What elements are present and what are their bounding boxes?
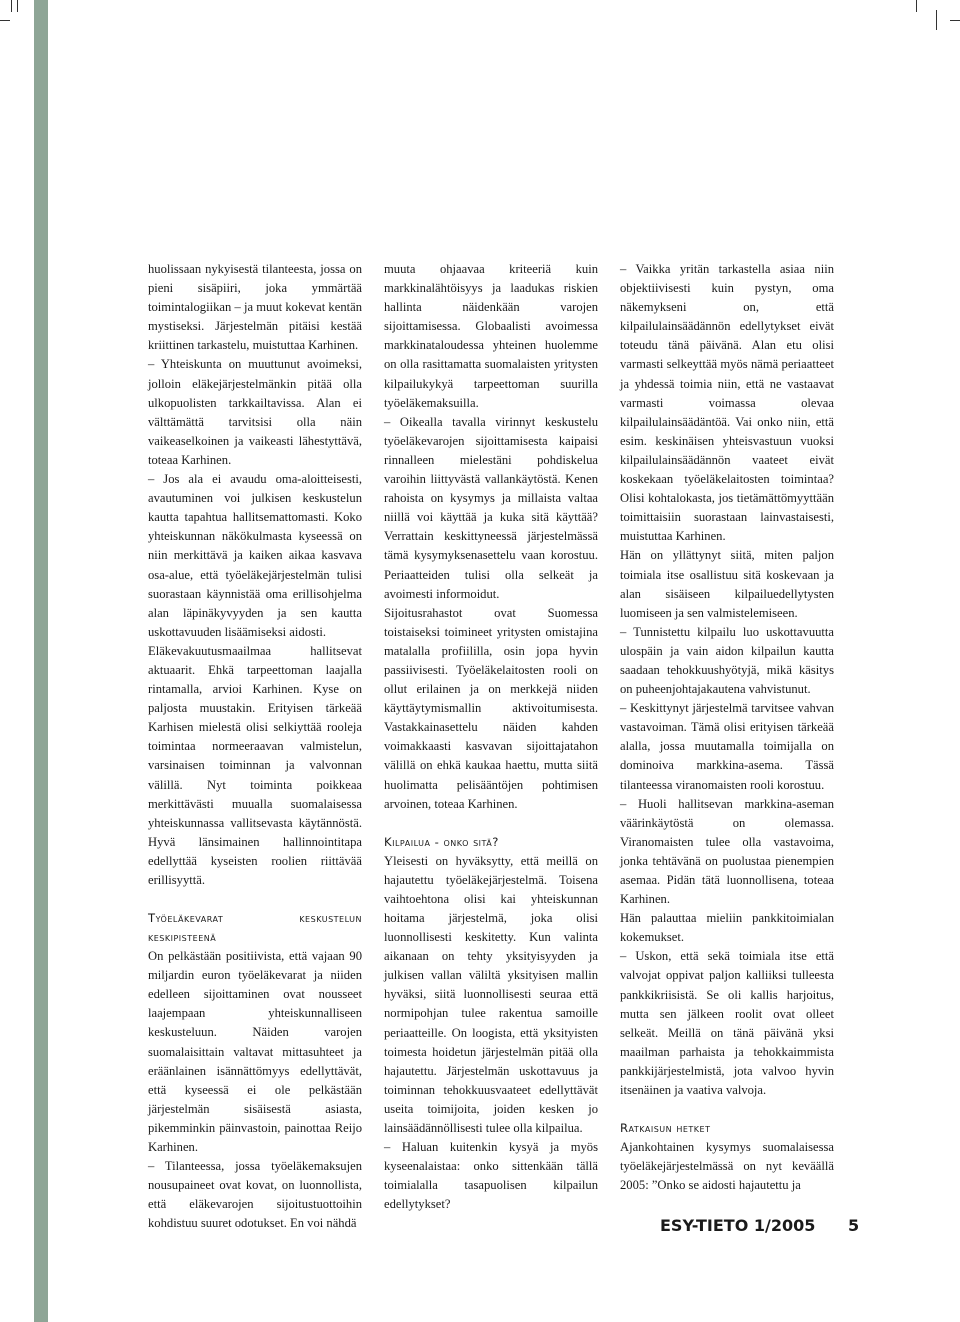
crop-mark	[11, 0, 12, 12]
crop-mark	[17, 0, 18, 12]
paragraph: – Huoli hallitsevan markkina-aseman väärinkäytöstä on olemassa. Viranomaisten tulee olla vastavoima, jonka tehtävänä on puolustaa pienempien asemaa. Pidän tätä luonnollisena, toteaa Karhinen.	[620, 796, 834, 907]
page-number: 5	[848, 1216, 860, 1235]
crop-mark	[950, 20, 960, 21]
paragraph: – Vaikka yritän tarkastella asiaa niin objektiivisesti kuin pystyn, oma näkemykseni on, että kilpailulainsäädännön edellytykset eivät toteudu tänä päivänä. Alan etu olisi varmasti selkeyttää myös nämä periaatteet ja yhdessä toimia niin, että ne vastaavat varmasti voimassa olevaa kilpailulainsäädäntöä. Vai onko niin, että esim. keskinäisen yhteisvastuun vuoksi kilpailulainsäädännön vaateet eivät koskekaan työeläkelaitosten toimintaa? Olisi kohtalokasta, jos tietämättömyyttään toimittaisiin suorastaan lainvastaisesti, muistuttaa Karhinen.	[620, 262, 834, 544]
paragraph: – Keskittynyt järjestelmä tarvitsee vahvan vastavoiman. Tämä olisi erityisen tärkeää alalla, jossa muutamalla toimijalla on dominoiva markkina-asema. Tässä tilanteessa viranomaisten rooli korostuu.	[620, 701, 834, 792]
paragraph: Eläkevakuutusmaailmaa hallitsevat aktuaarit. Ehkä tarpeettoman laajalla rintamalla, arvioi Karhinen. Kyse on paljosta muustakin. Erityisen tärkeää Karhisen mielestä olisi selkiyttää rooleja toimintaa normeeraavan valmistelun, varsinaisen toiminnan ja valvonnan välillä. Nyt toiminta poikkeaa merkittävästi muualla suomalaisessa yhteiskunnassa vallitsevasta käytännöstä. Hyvä länsimainen hallinnointitapa edellyttää kyseisten roolien riittävää erillisyyttä.	[148, 643, 362, 887]
paragraph: Hän on yllättynyt siitä, miten paljon toimiala itse osallistuu sitä koskevaan ja alan sisäiseen kilpailuedellytysten luomiseen ja sen valmistelemiseen.	[620, 548, 834, 620]
page-footer	[660, 1212, 860, 1242]
paragraph: – Haluan kuitenkin kysyä ja myös kyseenalaistaa: onko sittenkään tällä toimialalla tasapuolisen kilpailun edellytykset?	[384, 1140, 598, 1212]
paragraph: – Yhteiskunta on muuttunut avoimeksi, jolloin eläkejärjestelmänkin pitää olla ulkopuolisten tarkkailtavissa. Alan ei välttämättä tarvitsisi olla näin vaikeaselkoinen ja vaikeasti lähestyttävä, toteaa Karhinen.	[148, 357, 362, 467]
publication-name: ESY-TIETO 1/2005	[660, 1216, 816, 1235]
paragraph: On pelkästään positiivista, että vajaan 90 miljardin euron työeläkevarat ja niiden edelleen sijoittaminen ovat nousseet laajempaan yhteiskunnalliseen keskusteluun. Näiden varojen suomalaisittain valtavat mittasuhteet ja eräänlainen isännättömyys edellyttävät, että kyseessä ei ole pelkästään järjestelmän sisäisestä asiasta, pikemminkin päinvastoin, painottaa Reijo Karhinen.	[148, 949, 362, 1155]
crop-mark	[0, 20, 10, 21]
section-heading: Työeläkevarat keskustelun keskipisteenä	[148, 911, 362, 945]
section-heading: Ratkaisun hetket	[620, 1121, 711, 1136]
paragraph: – Tilanteessa, jossa työeläkemaksujen nousupaineet ovat kovat, on luonnollista, että eläkevarojen sijoitustuottoihin kohdistuu suuret odotukset. En voi nähdä	[148, 1159, 362, 1231]
paragraph: – Uskon, että sekä toimiala itse että valvojat oppivat paljon kalliiksi tulleesta pankkikriisistä. Se oli kallis harjoitus, mutta sen jälkeen roolit ovat olleet selkeät. Meillä on tänä päivänä yksi maailman parhaista ja tehokkaimmista pankkijärjestelmistä, jota valvoo hyvin itsenäinen ja vaativa valvoja.	[620, 949, 834, 1098]
article-column-1	[148, 260, 362, 1234]
article-column-3	[620, 260, 834, 1195]
paragraph: huolissaan nykyisestä tilanteesta, jossa on pieni sisäpiiri, joka ymmärtää toimintalogiikan – ja muut kokevat kentän mystiseksi. Järjestelmän pitäisi kestää kriittinen tarkastelu, muistuttaa Karhinen.	[148, 262, 362, 353]
paragraph: – Jos ala ei avaudu oma-aloitteisesti, avautuminen voi julkisen keskustelun kautta tapahtua hallitsemattomasti. Koko yhteiskunnan näkökulmasta kyseessä on niin merkittävä ja kaiken aikaa kasvava osa-alue, että työeläkejärjestelmän tulisi suorastaan käynnistää oma erillisohjelma alan läpinäkyvyyden ja sen kautta uskottavuuden lisäämiseksi aidosti.	[148, 472, 362, 639]
paragraph: – Tunnistettu kilpailu luo uskottavuutta ulospäin ja vain aidon kilpailun kautta saadaan tehokkuushyötyjä, mikä käsitys on puheenjohtajakautena vahvistunut.	[620, 624, 834, 697]
crop-mark	[916, 0, 917, 12]
paragraph: Ajankohtainen kysymys suomalaisessa työeläkejärjestelmässä on nyt keväällä 2005: ”Onko se aidosti hajautettu ja	[620, 1140, 834, 1193]
decorative-side-bar	[34, 0, 48, 1322]
paragraph: muuta ohjaavaa kriteeriä kuin markkinalähtöisyys ja laadukas riskien hallinta näidenkään varojen sijoittamisessa. Globaalisti avoimessa markkinataloudessa yhteinen huolemme on olla rasittamatta suomalaisten yritysten kilpailukykyä tarpeettoman suurilla työeläkemaksuilla.	[384, 262, 598, 410]
paragraph: Hän palauttaa mieliin pankkitoimialan kokemukset.	[620, 911, 834, 945]
article-column-2	[384, 260, 598, 1215]
section-heading: Kilpailua - onko sitä?	[384, 834, 499, 849]
paragraph: Sijoitusrahastot ovat Suomessa toistaiseksi toimineet yritysten omistajina matalalla profiililla, osin jopa hyvin passiivisesti. Työeläkelaitosten rooli on ollut erilainen ja on merkkejä niiden käyttäytymismallin aktivoitumisesta. Vastakkainasettelu näiden kahden voimakkaasti kasvavan sijoittajatahon välillä on ehkä kaukaa haettu, mutta siitä huolimatta pelisääntöjen pohtimisen arvoinen, toteaa Karhinen.	[384, 605, 598, 811]
paragraph: – Oikealla tavalla virinnyt keskustelu työeläkevarojen sijoittamisesta kaipaisi rinnalleen mielestäni pohdiskelua varoihin liittyvästä vallankäytöstä. Kenen rahoista on kysymys ja millaista valtaa niillä voi käyttää ja kuka sitä käyttää? Verrattain keskittyneessä järjestelmässä tämä kysymyksenasettelu vaan korostuu. Periaatteiden tulisi olla selkeät ja avoimesti informoidut.	[384, 414, 598, 601]
paragraph: Yleisesti on hyväksytty, että meillä on hajautettu työeläkejärjestelmä. Toisena vaihtoehtona olisi kai yhteiskunnan hoitama järjestelmä, joka olisi luonnollisesti keskitetty. Kun valinta aikanaan on tehty yksityisyyden ja julkisen vallan väliltä yksityisen mallin hyväksi, siitä luonnollisesti seuraa että normipohjan tulee rakentua samoille periaatteille. On loogista, että yksityisten toimesta hoidetun järjestelmän pitää olla hajautettu. Järjestelmän uskottavuus ja toiminnan tehokkuusvaateet edellyttävät useita toimijoita, joiden kesken jo lainsäädännöllisesti tulee olla kilpailua.	[384, 853, 598, 1136]
crop-mark	[936, 10, 937, 30]
